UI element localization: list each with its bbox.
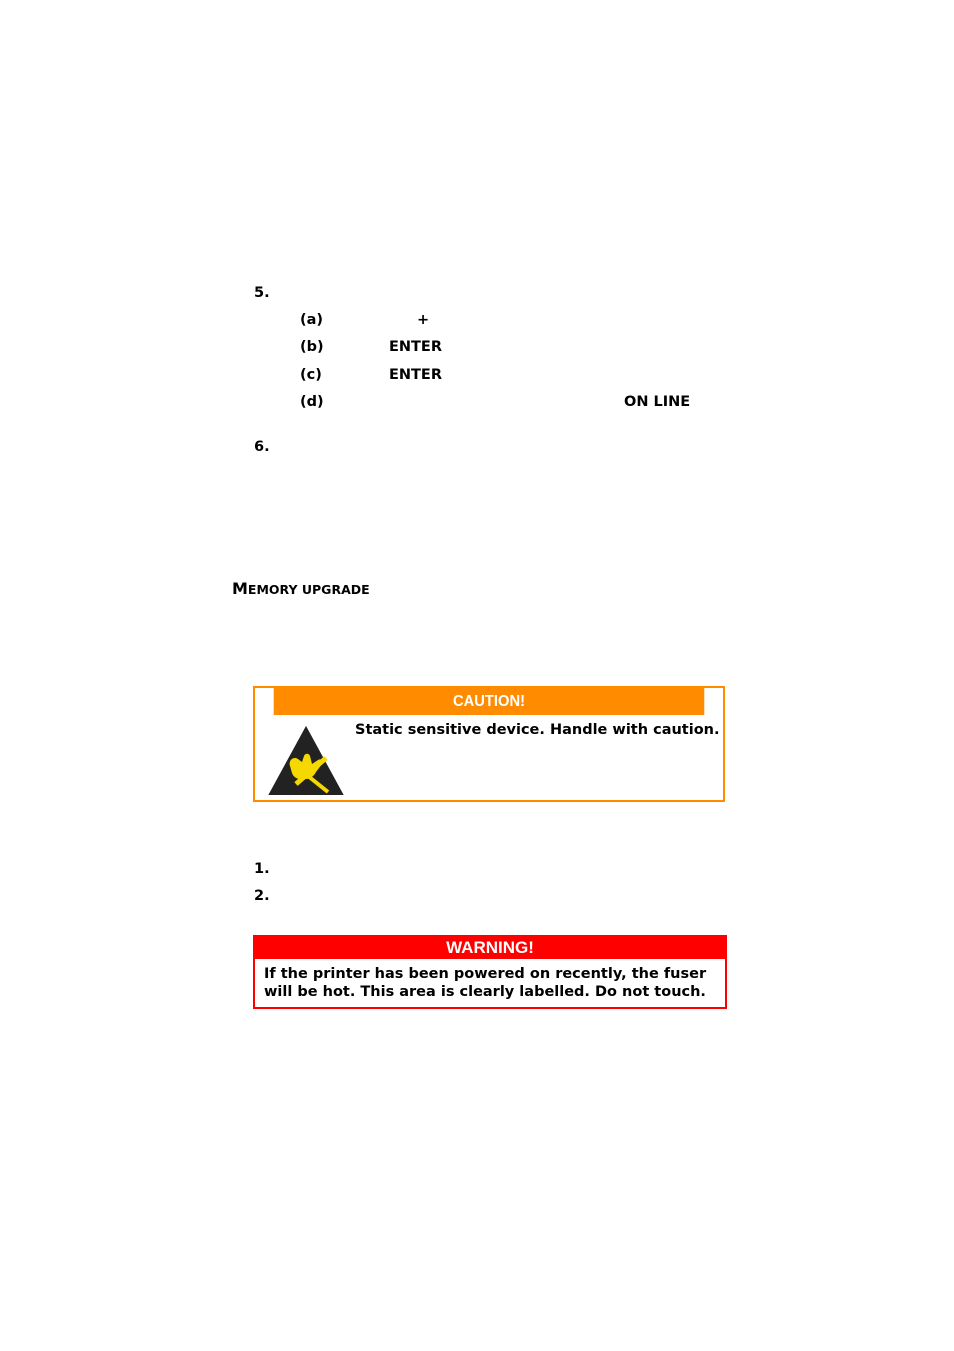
warning-title: WARNING!: [255, 937, 725, 959]
substep-label-a: (a): [300, 312, 324, 328]
esd-warning-icon: [268, 726, 344, 800]
caution-box: [253, 686, 725, 802]
warning-box: [253, 935, 727, 1009]
section-heading-initial: M: [232, 579, 248, 598]
substep-label-c: (c): [300, 367, 322, 383]
substep-key-d: ON LINE: [624, 394, 691, 410]
substep-key-a: +: [417, 312, 430, 328]
caution-text: Static sensitive device. Handle with caution.: [355, 722, 720, 738]
substep-label-d: (d): [300, 394, 324, 410]
step-number-1: 1.: [254, 861, 270, 877]
step-number-2: 2.: [254, 888, 270, 904]
section-heading-rest: EMORY UPGRADE: [247, 582, 370, 597]
step-number-5: 5.: [254, 285, 270, 301]
substep-label-b: (b): [300, 339, 324, 355]
caution-title: CAUTION!: [274, 688, 705, 715]
step-number-6: 6.: [254, 439, 270, 455]
section-heading: [232, 579, 370, 598]
substep-key-b: ENTER: [389, 339, 443, 355]
substep-key-c: ENTER: [389, 367, 443, 383]
warning-text: If the printer has been powered on recently, the fuser will be hot. This area is clearly labelled. Do not touch.: [264, 966, 707, 1000]
